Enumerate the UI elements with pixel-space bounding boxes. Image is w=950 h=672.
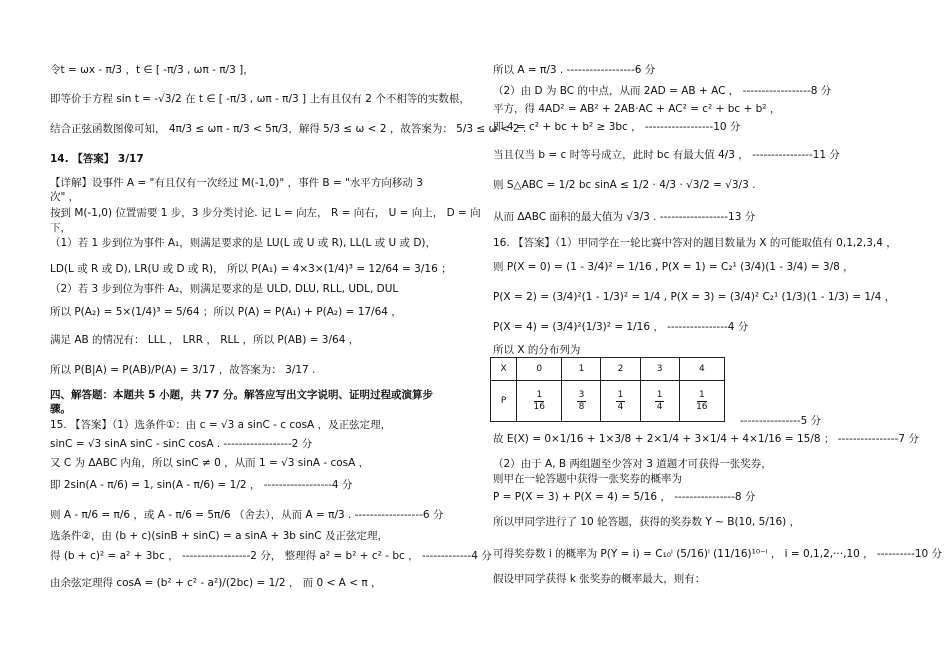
solution-line: 即 4 = c² + bc + b² ≥ 3bc ， ------------------10 分 (493, 121, 741, 133)
solution-line: 从而 ΔABC 面积的最大值为 √3/3 . ------------------13 分 (493, 211, 756, 223)
solution-line: 下， (50, 222, 71, 234)
solution-line: 则 P(X = 0) = (1 - 3/4)² = 1/16 , P(X = 1) = C₂¹ (3/4)(1 - 3/4) = 3/8 ， (493, 261, 854, 273)
solution-line: P(X = 2) = (3/4)²(1 - 1/3)² = 1/4 , P(X = 3) = (3/4)² C₂¹ (1/3)(1 - 1/3) = 1/4 ， (493, 291, 896, 303)
solution-line: sinC = √3 sinA sinC - sinC cosA . ------------------2 分 (50, 438, 313, 450)
answer-heading-16: 16. 【答案】（1）甲同学在一轮比赛中答对的题目数量为 X 的可能取值有 0,1,2,3,4 ， (493, 237, 897, 249)
table-cell (679, 381, 724, 422)
solution-line: 所以甲同学进行了 10 轮答题，获得的奖券数 Y ~ B(10, 5/16) ， (493, 516, 801, 528)
solution-line: 假设甲同学获得 k 张奖券的概率最大，则有： (493, 573, 706, 585)
answer-heading-14: 14. 【答案】 3/17 (50, 153, 144, 165)
section-heading: 四、解答题：本题共 5 小题，共 77 分。解答应写出文字说明、证明过程或演算步 (50, 389, 434, 401)
solution-line: P = P(X = 3) + P(X = 4) = 5/16 ， ----------------8 分 (493, 491, 756, 503)
table-cell (640, 381, 679, 422)
solution-line: 则 S△ABC = 1/2 bc sinA ≤ 1/2 · 4/3 · √3/2 = √3/3 . (493, 179, 756, 191)
solution-line: （2）由 D 为 BC 的中点，从而 2AD = AB + AC ， ------------------8 分 (493, 85, 832, 97)
solution-line: 可得奖券数 i 的概率为 P(Y = i) = C₁₀ⁱ (5/16)ⁱ (11/16)¹⁰⁻ⁱ ， i = 0,1,2,···,10 ， ----------10 分 (493, 548, 943, 560)
table-header-cell: 2 (601, 358, 640, 381)
solution-line: 次" ， (50, 191, 80, 203)
solution-line: 平方，得 4AD² = AB² + 2AB·AC + AC² = c² + bc + b² ， (493, 103, 781, 115)
solution-line: 按到 M(-1,0) 位置需要 1 步，3 步分类讨论. 记 L = 向左， R = 向右， U = 向上， D = 向 (50, 207, 481, 219)
distribution-table (490, 357, 725, 422)
fraction-numerator: 1 (698, 389, 705, 400)
solution-line: 所以 X 的分布列为 (493, 344, 581, 356)
solution-line: （2）若 3 步到位为事件 A₂，则满足要求的是 ULD, DLU, RLL, UDL, DUL (50, 283, 399, 295)
fraction-denominator: 4 (656, 401, 663, 412)
solution-line: LD(L 或 R 或 D), LR(U 或 D 或 R)， 所以 P(A₁) = 4×3×(1/4)³ = 12/64 = 3/16 ； (50, 263, 452, 275)
score-marker: ----------------5 分 (740, 415, 822, 427)
solution-line: （2）由于 A, B 两组题至少答对 3 道题才可获得一张奖券， (493, 458, 772, 470)
solution-line: P(X = 4) = (3/4)²(1/3)² = 1/16 ， ----------------4 分 (493, 321, 749, 333)
section-heading: 骤。 (50, 403, 71, 415)
solution-line: 结合正弦函数图像可知， 4π/3 ≤ ωπ - π/3 < 5π/3，解得 5/3 ≤ ω < 2 ，故答案为： 5/3 ≤ ω < 2 . (50, 123, 527, 135)
solution-line: 得 (b + c)² = a² + 3bc ， ------------------2 分， 整理得 a² = b² + c² - bc ， -------------4 分 (50, 550, 492, 562)
table-cell (517, 381, 562, 422)
fraction-numerator: 1 (536, 389, 543, 400)
table-cell (601, 381, 640, 422)
fraction-denominator: 16 (533, 401, 545, 412)
table-header-cell: 4 (679, 358, 724, 381)
table-cell (562, 381, 601, 422)
solution-line: （1）若 1 步到位为事件 A₁，则满足要求的是 LU(L 或 U 或 R), LL(L 或 U 或 D)， (50, 237, 437, 249)
solution-line: 故 E(X) = 0×1/16 + 1×3/8 + 2×1/4 + 3×1/4 + 4×1/16 = 15/8 ； ----------------7 分 (493, 433, 919, 445)
solution-line: 当且仅当 b = c 时等号成立，此时 bc 有最大值 4/3 ， ----------------11 分 (493, 149, 840, 161)
table-header-cell: 3 (640, 358, 679, 381)
fraction-denominator: 16 (696, 401, 708, 412)
fraction-numerator: 1 (656, 389, 663, 400)
solution-line: 选条件②，由 (b + c)(sinB + sinC) = a sinA + 3b sinC 及正弦定理， (50, 530, 388, 542)
fraction-denominator: 8 (578, 401, 585, 412)
solution-line: 由余弦定理得 cosA = (b² + c² - a²)/(2bc) = 1/2 ， 而 0 < A < π ， (50, 577, 382, 589)
solution-line: 所以 P(A₂) = 5×(1/4)³ = 5/64 ；所以 P(A) = P(A₁) + P(A₂) = 17/64 ， (50, 306, 402, 318)
solution-line: 即 2sin(A - π/6) = 1, sin(A - π/6) = 1/2 ， ------------------4 分 (50, 479, 353, 491)
solution-line: 令t = ωx - π/3 ，t ∈ [ -π/3 , ωπ - π/3 ]， (50, 64, 254, 76)
solution-line: 所以 A = π/3 . ------------------6 分 (493, 64, 656, 76)
table-header-cell: X (491, 358, 517, 381)
fraction-denominator: 4 (617, 401, 624, 412)
solution-line: 【详解】设事件 A = "有且仅有一次经过 M(-1,0)" ，事件 B = "水平方向移动 3 (50, 177, 423, 189)
solution-line: 又 C 为 ΔABC 内角，所以 sinC ≠ 0 ，从而 1 = √3 sinA - cosA ， (50, 457, 370, 469)
solution-line: 即等价于方程 sin t = -√3/2 在 t ∈ [ -π/3 , ωπ - π/3 ] 上有且仅有 2 个不相等的实数根， (50, 93, 470, 105)
table-cell: P (491, 381, 517, 422)
fraction-numerator: 3 (578, 389, 585, 400)
table-header-cell: 0 (517, 358, 562, 381)
solution-line: 满足 AB 的情况有： LLL ， LRR ， RLL ，所以 P(AB) = 3/64 ， (50, 334, 360, 346)
solution-line: 15. 【答案】（1）选条件①：由 c = √3 a sinC - c cosA ，及正弦定理， (50, 419, 392, 431)
table-header-cell: 1 (562, 358, 601, 381)
solution-line: 则甲在一轮答题中获得一张奖券的概率为 (493, 473, 682, 485)
fraction-numerator: 1 (617, 389, 624, 400)
solution-line: 则 A - π/6 = π/6 ，或 A - π/6 = 5π/6 （舍去），从而 A = π/3 . ------------------6 分 (50, 509, 444, 521)
solution-line: 所以 P(B|A) = P(AB)/P(A) = 3/17 ，故答案为： 3/17 . (50, 364, 316, 376)
